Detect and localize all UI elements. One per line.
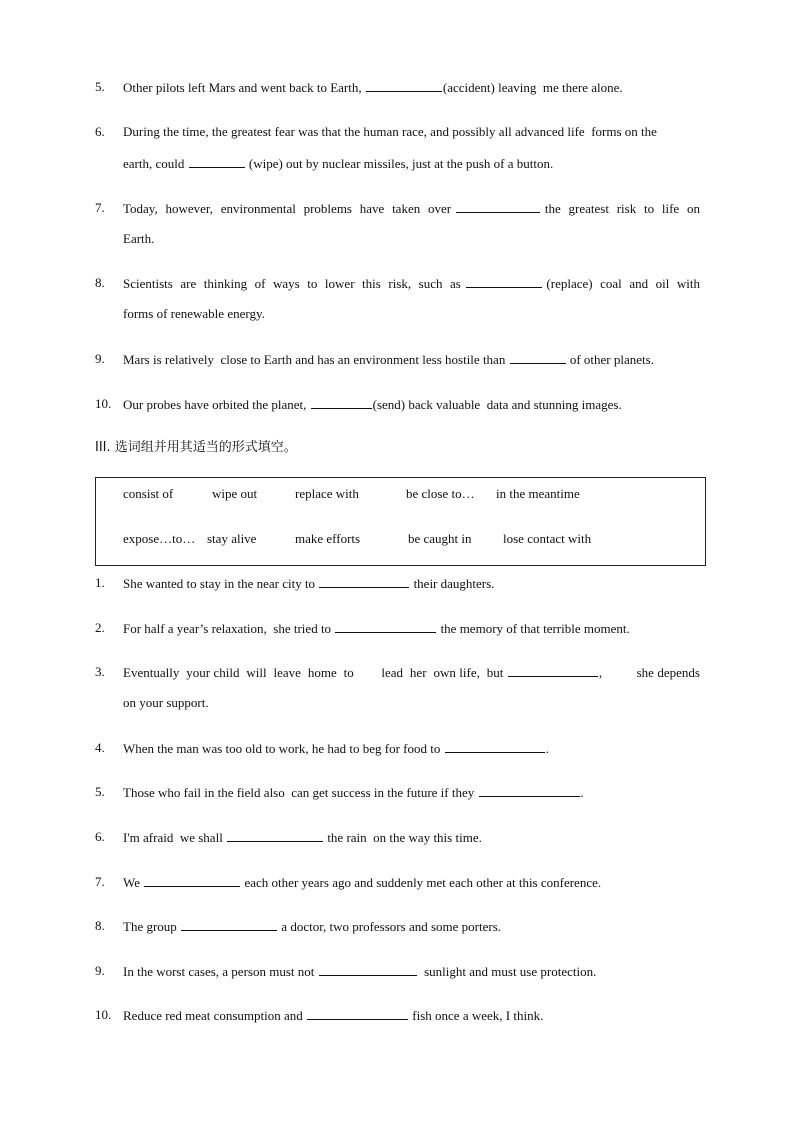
section-heading: III. 选词组并用其适当的形式填空。 <box>95 440 297 455</box>
question-line <box>95 273 700 293</box>
question-line <box>95 198 700 218</box>
text-segment: on your support. <box>123 695 209 710</box>
question-text <box>123 273 700 294</box>
text-segment: earth, could <box>123 156 188 171</box>
answer-blank[interactable] <box>307 1005 408 1020</box>
question-line <box>95 122 700 142</box>
question-text <box>123 827 700 848</box>
question-number: 10. <box>95 396 112 411</box>
question-number: 3. <box>95 664 105 679</box>
question-line <box>95 827 700 847</box>
question-line <box>95 349 700 369</box>
text-segment: their daughters. <box>410 576 495 591</box>
question-text <box>123 77 700 98</box>
question-item <box>95 394 700 414</box>
question-text <box>123 782 700 803</box>
text-segment: of other planets. <box>566 352 654 367</box>
question-text <box>123 229 700 249</box>
answer-blank[interactable] <box>319 961 417 976</box>
question-item <box>95 916 700 936</box>
question-item <box>95 573 700 593</box>
phrase-be-close-to: be close to… <box>406 486 475 501</box>
question-number: 8. <box>95 918 105 933</box>
text-segment: We <box>123 875 144 890</box>
phrase-consist-of: consist of <box>123 486 174 501</box>
text-segment: forms of renewable energy. <box>123 306 265 321</box>
answer-blank[interactable] <box>508 662 598 677</box>
question-line <box>95 738 700 758</box>
phrase-replace-with: replace with <box>295 486 359 501</box>
question-item <box>95 872 700 892</box>
text-segment: the memory of that terrible moment. <box>437 621 630 636</box>
question-line <box>95 573 700 593</box>
question-number: 6. <box>95 829 105 844</box>
question-line <box>95 229 700 249</box>
question-line <box>95 77 700 97</box>
phrase-expose-to: expose…to… <box>123 531 196 546</box>
question-number: 9. <box>95 351 105 366</box>
answer-blank[interactable] <box>456 198 540 213</box>
question-line <box>95 872 700 892</box>
text-segment: Those who fail in the field also can get success in the future if they <box>123 785 478 800</box>
question-number: 7. <box>95 200 105 215</box>
question-text <box>123 198 700 219</box>
question-item <box>95 77 700 97</box>
text-segment: I'm afraid we shall <box>123 830 227 845</box>
question-item <box>95 961 700 981</box>
answer-blank[interactable] <box>144 872 240 887</box>
text-segment: During the time, the greatest fear was that the human race, and possibly all advanced life forms on the <box>123 124 657 139</box>
answer-blank[interactable] <box>319 573 409 588</box>
phrase-wipe-out: wipe out <box>212 486 258 501</box>
phrase-stay-alive: stay alive <box>207 531 257 546</box>
answer-blank[interactable] <box>445 738 545 753</box>
phrase-box <box>95 477 706 566</box>
question-item <box>95 738 700 758</box>
text-segment: (replace) coal and oil with <box>542 276 700 291</box>
question-text <box>123 304 700 324</box>
text-segment: (accident) leaving me there alone. <box>442 80 623 95</box>
text-segment: Eventually your child will leave home to lead her own life, but <box>123 665 507 680</box>
text-segment: Earth. <box>123 231 155 246</box>
text-segment: Other pilots left Mars and went back to Earth, <box>123 80 365 95</box>
question-line <box>95 304 700 324</box>
question-number: 1. <box>95 575 105 590</box>
question-line <box>95 693 700 713</box>
question-line <box>95 153 700 173</box>
question-number: 10. <box>95 1007 112 1022</box>
text-segment: When the man was too old to work, he had to beg for food to <box>123 741 444 756</box>
question-number: 5. <box>95 79 105 94</box>
text-segment: , she depends <box>598 665 700 680</box>
question-text <box>123 662 700 683</box>
question-line <box>95 1005 700 1025</box>
text-segment: (send) back valuable data and stunning images. <box>372 397 622 412</box>
answer-blank[interactable] <box>227 827 323 842</box>
question-text <box>123 961 700 982</box>
question-text <box>123 693 700 713</box>
question-text <box>123 738 700 759</box>
answer-blank[interactable] <box>311 394 372 409</box>
question-line <box>95 916 700 936</box>
text-segment: She wanted to stay in the near city to <box>123 576 319 591</box>
question-text <box>123 573 700 594</box>
text-segment: . <box>580 785 584 800</box>
question-text <box>123 1005 700 1026</box>
text-segment: Reduce red meat consumption and <box>123 1008 307 1023</box>
question-item <box>95 273 700 324</box>
text-segment: Our probes have orbited the planet, <box>123 397 310 412</box>
question-line <box>95 662 700 682</box>
question-number: 8. <box>95 275 105 290</box>
text-segment: fish once a week, I think. <box>409 1008 544 1023</box>
answer-blank[interactable] <box>335 618 436 633</box>
question-number: 5. <box>95 784 105 799</box>
text-segment: each other years ago and suddenly met each other at this conference. <box>241 875 602 890</box>
text-segment: the greatest risk to life on <box>540 201 700 216</box>
phrase-make-efforts: make efforts <box>295 531 361 546</box>
answer-blank[interactable] <box>466 273 542 288</box>
text-segment: Today, however, environmental problems have taken over <box>123 201 455 216</box>
answer-blank[interactable] <box>510 349 566 364</box>
question-number: 6. <box>95 124 105 139</box>
question-text <box>123 916 700 937</box>
question-item <box>95 122 700 173</box>
question-number: 7. <box>95 874 105 889</box>
question-text <box>123 349 700 370</box>
text-segment: . <box>545 741 549 756</box>
answer-blank[interactable] <box>366 77 442 92</box>
answer-blank[interactable] <box>479 782 580 797</box>
text-segment: Scientists are thinking of ways to lower this risk, such as <box>123 276 465 291</box>
question-number: 2. <box>95 620 105 635</box>
text-segment: The group <box>123 919 181 934</box>
question-line <box>95 618 700 638</box>
question-item <box>95 1005 700 1025</box>
question-item <box>95 618 700 638</box>
answer-blank[interactable] <box>181 916 277 931</box>
phrase-lose-contact-with: lose contact with <box>503 531 592 546</box>
text-segment: For half a year’s relaxation, she tried to <box>123 621 335 636</box>
question-line <box>95 394 700 414</box>
text-segment: the rain on the way this time. <box>324 830 482 845</box>
question-line <box>95 782 700 802</box>
text-segment: (wipe) out by nuclear missiles, just at the push of a button. <box>245 156 554 171</box>
question-text <box>123 122 700 142</box>
question-line <box>95 961 700 981</box>
question-item <box>95 827 700 847</box>
question-text <box>123 153 700 174</box>
question-text <box>123 872 700 893</box>
question-number: 4. <box>95 740 105 755</box>
text-segment: a doctor, two professors and some porters. <box>278 919 502 934</box>
phrase-in-the-meantime: in the meantime <box>496 486 580 501</box>
question-number: 9. <box>95 963 105 978</box>
question-item <box>95 198 700 249</box>
phrase-be-caught-in: be caught in <box>408 531 472 546</box>
text-segment: In the worst cases, a person must not <box>123 964 318 979</box>
answer-blank[interactable] <box>189 153 245 168</box>
text-segment: sunlight and must use protection. <box>417 964 597 979</box>
text-segment: Mars is relatively close to Earth and has an environment less hostile than <box>123 352 509 367</box>
question-item <box>95 349 700 369</box>
question-text <box>123 618 700 639</box>
question-text <box>123 394 700 415</box>
question-item <box>95 782 700 802</box>
question-item <box>95 662 700 713</box>
